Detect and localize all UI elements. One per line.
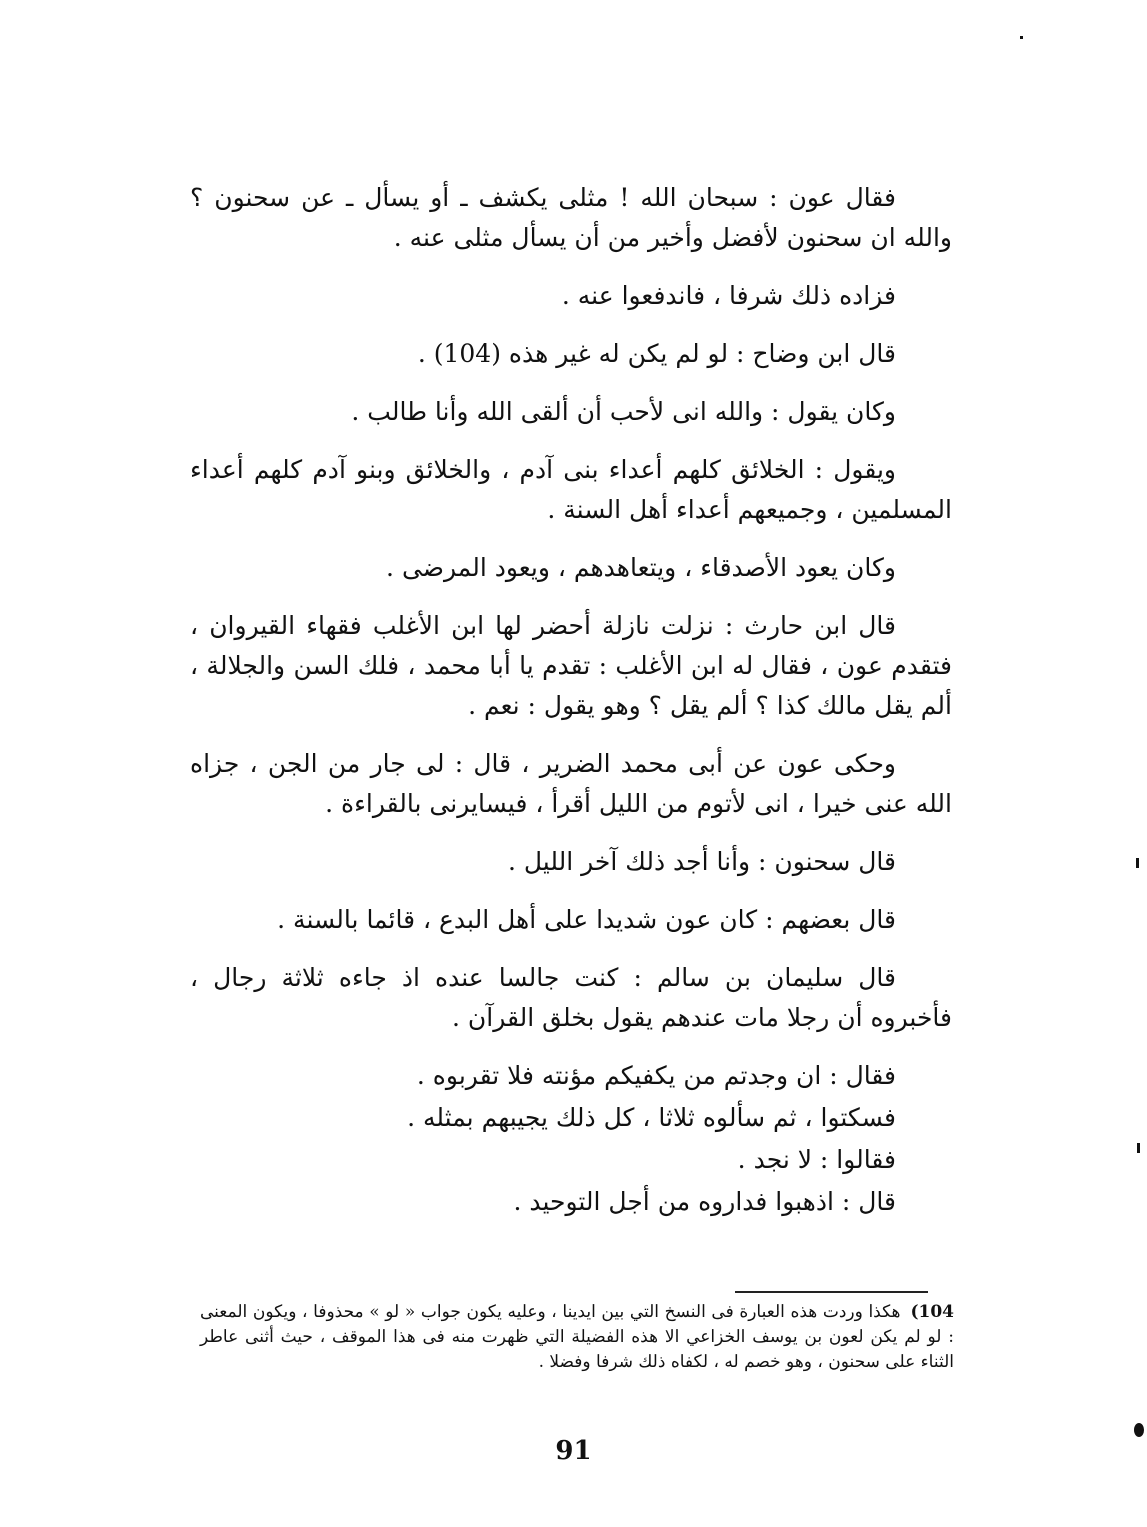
paragraph-5: ويقول : الخلائق كلهم أعداء بنى آدم ، والخلائق وبنو آدم كلهم أعداء المسلمين ، وجميعهم أعداء أهل السنة .	[190, 455, 952, 524]
scan-speck	[1134, 1423, 1144, 1437]
paragraph-7: قال ابن حارث : نزلت نازلة أحضر لها ابن الأغلب فقهاء القيروان ، فتقدم عون ، فقال له ابن الأغلب : تقدم يا أبا محمد ، فلك السن والجلالة ، ألم يقل مالك كذا ؟ ألم يقل ؟ وهو يقول : نعم .	[190, 611, 952, 720]
paragraph-8: وحكى عون عن أبى محمد الضرير ، قال : لى جار من الجن ، جزاه الله عنى خيرا ، انى لأتوم من الليل أقرأ ، فيسايرنى بالقراءة .	[190, 749, 952, 818]
paragraph-15: قال : اذهبوا فداروه من أجل التوحيد .	[513, 1187, 896, 1216]
scan-speck	[1136, 858, 1139, 868]
footnote-text: هكذا وردت هذه العبارة فى النسخ التي بين ايدينا ، وعليه يكون جواب « لو » محذوفا ، ويكون المعنى : لو لم يكن لعون بن يوسف الخزاعي الا هذه الفضيلة التي ظهرت منه فى هذا الموقف ، حيث أثنى عاطر الثناء على سحنون ، وهو خصم له ، لكفاه ذلك شرفا وفضلا .	[200, 1302, 954, 1372]
paragraph-6: وكان يعود الأصدقاء ، ويتعاهدهم ، ويعود المرضى .	[386, 553, 896, 582]
paragraph-2: فزاده ذلك شرفا ، فاندفعوا عنه .	[561, 281, 896, 310]
body-text	[190, 178, 952, 1224]
paragraph-3: قال ابن وضاح : لو لم يكن له غير هذه (104) .	[417, 339, 896, 368]
footnote-number: 104)	[910, 1302, 954, 1322]
scan-speck	[1137, 1143, 1140, 1153]
paragraph-4: وكان يقول : والله انى لأحب أن ألقى الله وأنا طالب .	[351, 397, 896, 426]
footnote-divider	[735, 1291, 928, 1293]
page-number: 91	[555, 1436, 592, 1466]
scan-speck	[1020, 36, 1023, 39]
paragraph-14: فقالوا : لا نجد .	[737, 1145, 896, 1174]
paragraph-10: قال بعضهم : كان عون شديدا على أهل البدع ، قائما بالسنة .	[277, 905, 896, 934]
paragraph-13: فسكتوا ، ثم سألوه ثلاثا ، كل ذلك يجيبهم بمثله .	[407, 1103, 896, 1132]
footnote	[200, 1300, 954, 1375]
paragraph-1: فقال عون : سبحان الله ! مثلى يكشف ـ أو يسأل ـ عن سحنون ؟ والله ان سحنون لأفضل وأخير من أن يسأل مثلى عنه .	[190, 183, 952, 252]
paragraph-12: فقال : ان وجدتم من يكفيكم مؤنته فلا تقربوه .	[416, 1061, 896, 1090]
paragraph-9: قال سحنون : وأنا أجد ذلك آخر الليل .	[507, 847, 896, 876]
paragraph-11: قال سليمان بن سالم : كنت جالسا عنده اذ جاءه ثلاثة رجال ، فأخبروه أن رجلا مات عندهم يقول بخلق القرآن .	[190, 963, 952, 1032]
